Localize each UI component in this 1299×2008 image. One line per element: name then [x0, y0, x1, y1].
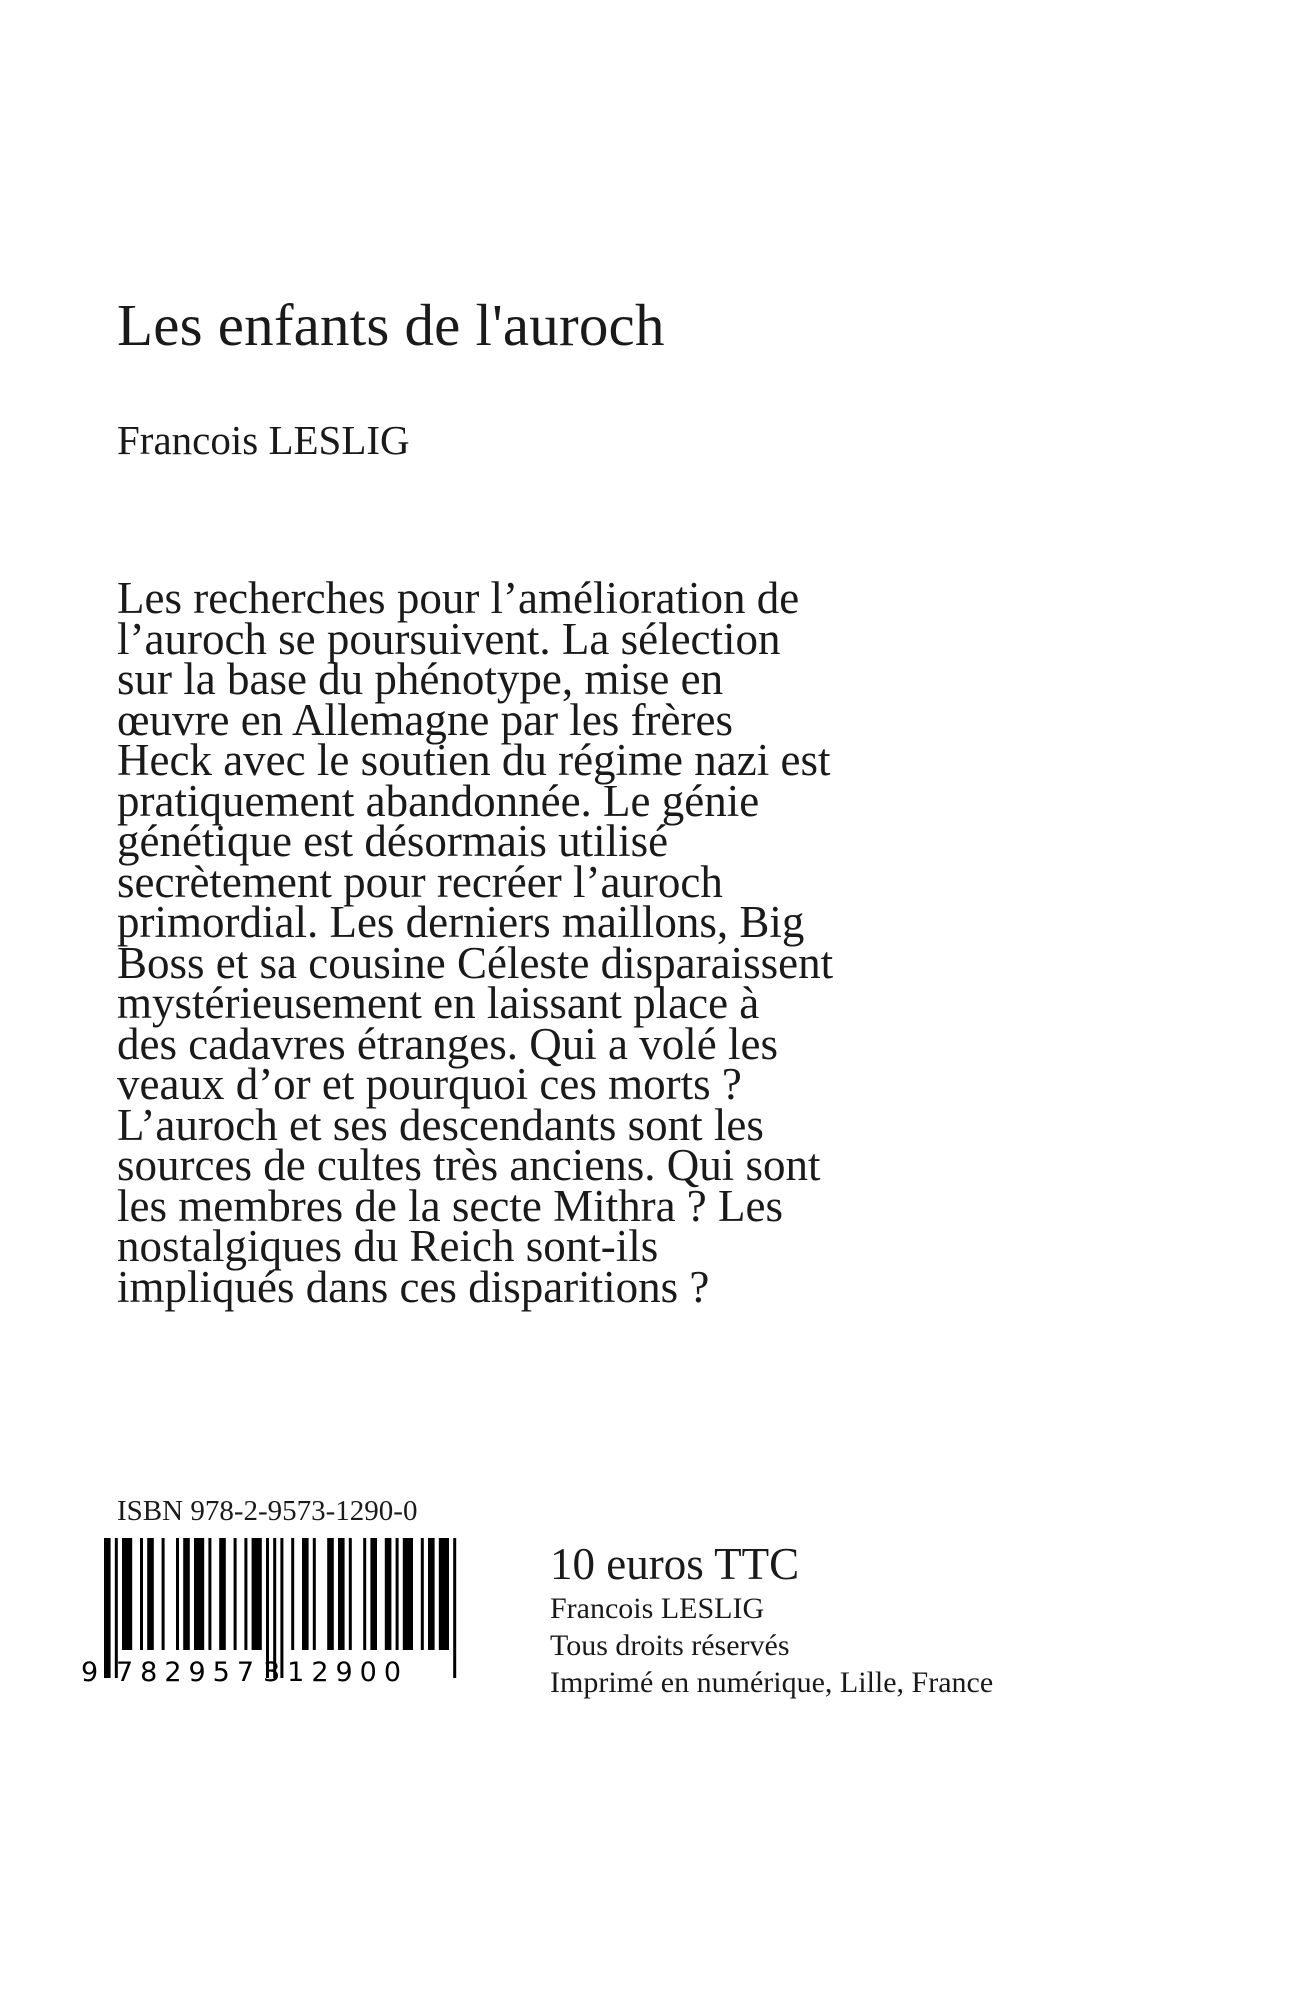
barcode-bar	[302, 1538, 309, 1650]
blurb-line: sources de cultes très anciens. Qui sont	[117, 1140, 821, 1190]
barcode-bar	[252, 1538, 262, 1650]
barcode-bar	[291, 1538, 294, 1650]
barcode-bar	[385, 1538, 392, 1650]
barcode-bar	[327, 1538, 334, 1650]
barcode-digit-first: 9	[81, 1657, 99, 1684]
barcode-bar	[349, 1538, 352, 1650]
book-title: Les enfants de l'auroch	[117, 292, 665, 358]
barcode-bar	[234, 1538, 237, 1650]
barcode-bar	[183, 1538, 190, 1650]
barcode-digits-right: 312900	[263, 1657, 401, 1684]
barcode-bar	[370, 1538, 377, 1650]
blurb-line: Les recherches pour l’amélioration de	[117, 573, 800, 623]
blurb	[117, 573, 1017, 1312]
barcode-bar	[338, 1538, 345, 1650]
barcode-bar	[122, 1538, 132, 1650]
blurb-line: Heck avec le soutien du régime nazi est	[117, 735, 831, 785]
barcode-bar	[439, 1538, 449, 1650]
rights-notice: Tous droits réservés	[550, 1629, 790, 1662]
printing-note: Imprimé en numérique, Lille, France	[550, 1666, 994, 1699]
blurb-line: Boss et sa cousine Céleste disparaissent	[117, 937, 834, 988]
barcode-bar	[396, 1538, 399, 1650]
blurb-line: L’auroch et ses descendants sont les	[117, 1099, 764, 1150]
barcode-bar	[403, 1538, 413, 1650]
barcode-bar	[162, 1538, 165, 1650]
barcode-bar	[421, 1538, 424, 1650]
barcode-bar	[140, 1538, 143, 1650]
barcode-bar	[363, 1538, 366, 1650]
blurb-line: mystérieusement en laissant place à	[117, 978, 760, 1028]
barcode-bar	[176, 1538, 179, 1650]
blurb-line: génétique est désormais utilisé	[117, 816, 669, 866]
isbn-barcode	[78, 1534, 490, 1684]
barcode-digits-left: 782957	[116, 1657, 254, 1684]
blurb-line: œuvre en Allemagne par les frères	[117, 694, 733, 745]
blurb-line: pratiquement abandonnée. Le génie	[117, 775, 760, 826]
blurb-line: nostalgiques du Reich sont-ils	[117, 1221, 659, 1271]
barcode-bar	[147, 1538, 154, 1650]
blurb-line: des cadavres étranges. Qui a volé les	[117, 1018, 778, 1069]
blurb-line: secrètement pour recréer l’auroch	[117, 856, 723, 907]
blurb-line: impliqués dans ces disparitions ?	[117, 1261, 710, 1312]
barcode-bar	[313, 1538, 316, 1650]
blurb-line: primordial. Les derniers maillons, Big	[117, 897, 805, 947]
barcode-bar	[219, 1538, 226, 1650]
isbn-label: ISBN 978-2-9573-1290-0	[117, 1495, 418, 1527]
blurb-line: l’auroch se poursuivent. La sélection	[117, 613, 781, 664]
blurb-line: les membres de la secte Mithra ? Les	[117, 1180, 783, 1231]
author-name: Francois LESLIG	[117, 417, 410, 463]
barcode-bar	[104, 1538, 111, 1678]
barcode-bar	[208, 1538, 211, 1650]
publisher: Francois LESLIG	[550, 1592, 765, 1625]
barcode-bar	[194, 1538, 204, 1650]
barcode-bar	[280, 1538, 283, 1678]
price: 10 euros TTC	[550, 1539, 800, 1589]
barcode-bar	[453, 1538, 456, 1678]
imprint-block	[550, 1538, 993, 1701]
barcode-bar	[244, 1538, 247, 1650]
barcode-bar	[428, 1538, 435, 1650]
blurb-line: sur la base du phénotype, mise en	[117, 654, 724, 704]
blurb-line: veaux d’or et pourquoi ces morts ?	[117, 1059, 742, 1109]
